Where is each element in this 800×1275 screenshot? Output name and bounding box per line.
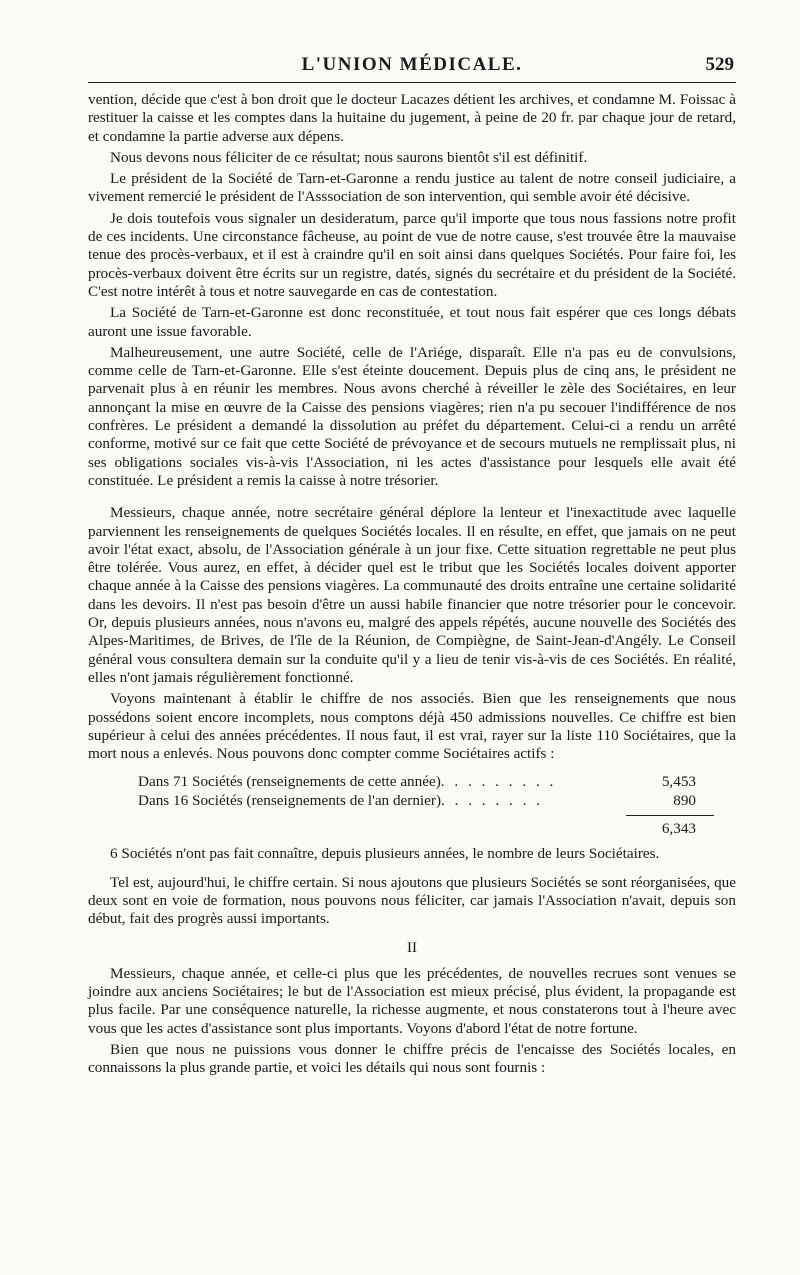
members-table: [88, 773, 736, 839]
page: [88, 48, 736, 1081]
row-value: 5,453: [661, 773, 696, 791]
paragraph: Malheureusement, une autre Société, celle de l'Ariége, disparaît. Elle n'a pas eu de convulsions, comme celle de Tarn-et-Garonne. Elle s'est éteinte doucement. Depuis plus de cinq ans, le président ne parvenait plus à en réunir les membres. Nous avons cherché à réveiller le zèle des Sociétaires, en leur annonçant la mise en œuvre de la Caisse des pensions viagères; rien n'a pu secouer l'indifférence de nos confrères. Le président a demandé la dissolution au préfet du département. Celui-ci a rendu un arrêté conforme, motivé sur ce fait que cette Société de prévoyance et de secours mutuels ne remplissait plus, ni ses obligations sociales vis-à-vis l'Association, ni les actes d'assistance pour lesquels elle avait été constituée. Le président a remis la caisse à notre trésorier.: [88, 343, 736, 489]
row-label: Dans 16 Sociétés (renseignements de l'an dernier): [138, 792, 442, 810]
paragraph: Bien que nous ne puissions vous donner le chiffre précis de l'encaisse des Sociétés locales, en connaissons la plus grande partie, et voici les détails qui nous sont fournis :: [88, 1041, 736, 1077]
paragraph: vention, décide que c'est à bon droit que le docteur Lacazes détient les archives, et condamne M. Foissac à restituer la caisse et les comptes dans la huitaine du jugement, à peine de 20 fr. par chaque jour de retard, et condamne la partie adverse aux dépens.: [88, 91, 736, 145]
table-row: [88, 773, 736, 792]
row-value: 890: [673, 792, 696, 810]
page-header: [88, 48, 736, 83]
paragraph: La Société de Tarn-et-Garonne est donc reconstituée, et tout nous fait espérer que ces longs débats auront une issue favorable.: [88, 304, 736, 340]
table-total: 6,343: [661, 820, 696, 838]
paragraph: Le président de la Société de Tarn-et-Garonne a rendu justice au talent de notre conseil judiciaire, a vivement remercié le président de l'Asssociation de son intervention, qui semble avoir été décisive.: [88, 170, 736, 206]
section-heading: II: [407, 939, 417, 956]
table-note: 6 Sociétés n'ont pas fait connaître, depuis plusieurs années, le nombre de leurs Sociétaires.: [110, 845, 660, 863]
table-row: [88, 792, 736, 811]
article-body: [88, 91, 736, 1078]
leader-dots: . . . . . . . .: [441, 792, 543, 810]
paragraph: Nous devons nous féliciter de ce résultat; nous saurons bientôt s'il est définitif.: [110, 148, 588, 166]
paragraph: Messieurs, chaque année, et celle-ci plus que les précédentes, de nouvelles recrues sont venues se joindre aux anciens Sociétaires; le but de l'Association est mieux précisé, plus évident, la propagande est plus facile. Par une conséquence naturelle, la richesse augmente, et nous constaterons tout à l'heure avec vous que les actes d'assistance sont plus importants. Voyons d'abord l'état de notre fortune.: [88, 964, 736, 1037]
paragraph: Voyons maintenant à établir le chiffre de nos associés. Bien que les renseignements que nous possédons soient encore incomplets, nous comptons déjà 450 admissions nouvelles. Ce chiffre est bien supérieur à celui des années précédentes. Il nous faut, il est vrai, rayer sur la liste 110 Sociétaires, que la mort nous a enlevés. Nous pouvons donc compter comme Sociétaires actifs :: [88, 690, 736, 763]
paragraph: Messieurs, chaque année, notre secrétaire général déplore la lenteur et l'inexactitude avec laquelle parviennent les renseignements de quelques Sociétés locales. Il en résulte, en effet, que jamais on ne peut avoir l'état exact, absolu, de l'Association générale à un jour fixe. Cette situation regrettable ne peut plus être tolérée. Vous aurez, en effet, à décider quel est le tribut que les Sociétés locales doivent apporter chaque année à la Caisse des pensions viagères. La communauté des droits entraîne une certaine solidarité dans les devoirs. Il n'est pas besoin d'être un aussi habile financier que notre trésorier pour le concevoir. Or, depuis plusieurs années, nous n'avons eu, malgré des appels répétés, aucune nouvelle des Sociétés des Alpes-Maritimes, de Brives, de l'île de la Réunion, de Compiègne, de Saint-Jean-d'Angély. Le Conseil général vous consultera demain sur la conduite qu'il y a lieu de tenir vis-à-vis de ces Sociétés. En réalité, elles n'ont jamais régulièrement fonctionné.: [88, 504, 736, 686]
row-label: Dans 71 Sociétés (renseignements de cette année): [138, 773, 441, 791]
sum-rule: [626, 815, 714, 816]
running-title: L'UNION MÉDICALE.: [301, 54, 523, 75]
paragraph: Tel est, aujourd'hui, le chiffre certain. Si nous ajoutons que plusieurs Sociétés se sont réorganisées, que deux sont en voie de formation, nous pouvons nous féliciter, car jamais l'Association n'avait, depuis son début, fait des progrès aussi importants.: [88, 873, 736, 928]
page-number: 529: [705, 54, 734, 75]
leader-dots: . . . . . . . . .: [440, 773, 557, 791]
paragraph: Je dois toutefois vous signaler un desideratum, parce qu'il importe que tous nous fassions notre profit de ces incidents. Une circonstance fâcheuse, au point de vue de notre cause, s'est trouvée être la mauvaise tenue des procès-verbaux, et il est à craindre qu'il en soit ainsi dans quelques Sociétés. Pour faire foi, les procès-verbaux doivent être écrits sur un registre, datés, signés du secrétaire et du président de la Société. C'est notre intérêt à tous et notre sauvegarde en cas de contestation.: [88, 209, 736, 300]
